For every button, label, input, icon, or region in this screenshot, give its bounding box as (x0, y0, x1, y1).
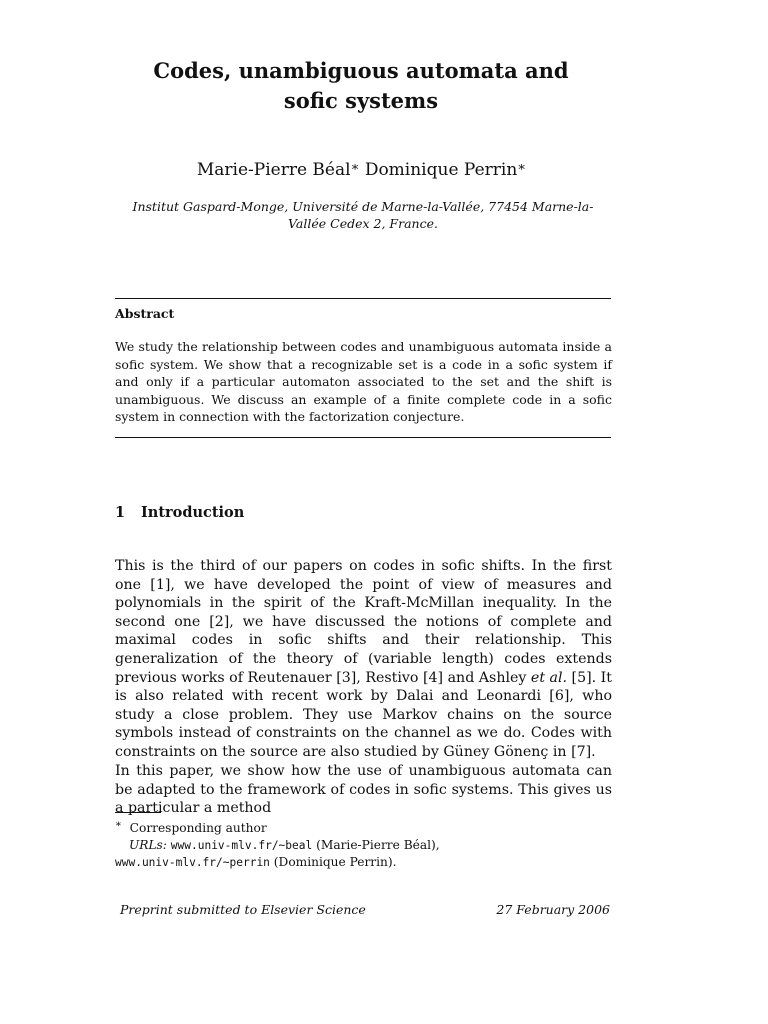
footnote-rule (115, 812, 161, 813)
abstract-body: We study the relationship between codes and unambiguous automata inside a sofic system. We show that a recognizable set is a code in a sofic system if and only if a particular automaton associated to the set and the shift is unambiguous. We discuss an example of a finite complete code in a sofic system in connection with the factorization conjecture. (115, 339, 612, 425)
section-heading (115, 504, 244, 521)
footer-date: 27 February 2006 (496, 902, 610, 917)
footnote-line-3 (115, 854, 612, 871)
footnote-marker: ∗ (350, 160, 360, 175)
author-list (110, 158, 613, 182)
footnote-line-1 (115, 816, 612, 837)
intro-paragraph-2: In this paper, we show how the use of unambiguous automata can be adapted to the framework of codes in sofic systems. This gives us a particular a method (115, 763, 612, 817)
author-name: Dominique Perrin (364, 160, 518, 180)
section-number: 1 (115, 504, 126, 521)
affiliation: Institut Gaspard-Monge, Université de Marne-la-Vallée, 77454 Marne-la-Vallée Cedex 2, France. (132, 199, 594, 231)
footnote-label: Corresponding author (129, 821, 267, 836)
footnote-marker: ∗ (115, 819, 122, 830)
footer-preprint: Preprint submitted to Elsevier Science (120, 902, 366, 917)
url-owner: (Dominique Perrin). (273, 855, 397, 870)
footnote-marker: ∗ (517, 160, 527, 175)
urls-label: URLs: (129, 838, 167, 853)
paragraph-italic: et al. (530, 669, 568, 686)
abstract-bottom-rule (115, 437, 611, 438)
url-link[interactable]: www.univ-mlv.fr/~beal (170, 839, 313, 853)
paper-title: Codes, unambiguous automata and sofic systems (153, 58, 569, 113)
paragraph-text: [5]. It is also related with recent work by Dalai and Leonardi [6], who study a close problem. They use Markov chains on the source symbols instead of constraints on the channel as we do. Codes with constraints on the source are also studied by Güney Gönenç in [7]. (115, 669, 612, 760)
author-name: Marie-Pierre Béal (196, 160, 351, 180)
url-owner: (Marie-Pierre Béal), (316, 838, 440, 853)
url-link[interactable]: www.univ-mlv.fr/~perrin (115, 856, 270, 870)
footnote (115, 816, 612, 871)
paragraph-text: This is the third of our papers on codes in sofic shifts. In the first one [1], we have developed the point of view of measures and polynomials in the spirit of the Kraft-McMillan inequality. In the second one [2], we have discussed the notions of complete and maximal codes in sofic shifts and their relationship. This generalization of the theory of (variable length) codes extends previous works of Reutenauer [3], Restivo [4] and Ashley (115, 558, 612, 686)
abstract-top-rule (115, 298, 611, 299)
intro-paragraph-1 (115, 557, 612, 762)
section-title: Introduction (141, 504, 245, 521)
page-footer (120, 902, 610, 917)
footnote-line-2 (115, 837, 612, 854)
abstract-heading: Abstract (115, 306, 175, 321)
